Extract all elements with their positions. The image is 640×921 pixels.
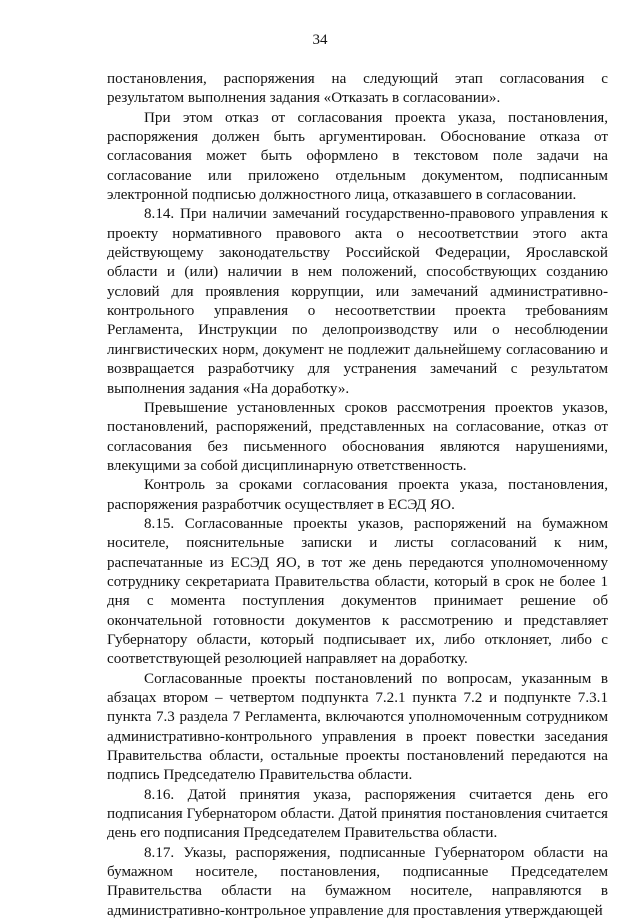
paragraph-8-14: 8.14. При наличии замечаний государственно-правового управления к проекту нормативного правового акта о несоответствии этого акта действующему законодательству Российской Федерации, Ярославской области и (или) наличии в нем положений, способствующих созданию условий для проявления коррупции, или замечаний административно-контрольного управления о несоответствии проекта требованиям Регламента, Инструкции по делопроизводству или о несоблюдении лингвистических норм, документ не подлежит дальнейшему согласованию и возвращается разработчику для устранения замечаний с результатом выполнения задания «На доработку». (107, 206, 608, 397)
paragraph-continuation: постановления, распоряжения на следующий этап согласования с результатом выполнения задания «Отказать в согласовании». (107, 71, 608, 107)
paragraph-deadline-control: Контроль за сроками согласования проекта указа, постановления, распоряжения разработчик осуществляет в ЕСЭД ЯО. (107, 477, 608, 513)
paragraph-refusal-justification: При этом отказ от согласования проекта указа, постановления, распоряжения должен быть аргументирован. Обоснование отказа от согласования может быть оформлено в текстовом поле задачи на согласование или приложено отдельным документом, подписанным электронной подписью должностного лица, отказавшего в согласовании. (107, 109, 608, 204)
document-body (107, 70, 608, 921)
paragraph-8-15: 8.15. Согласованные проекты указов, распоряжений на бумажном носителе, пояснительные записки и листы согласований к ним, распечатанные из ЕСЭД ЯО, в тот же день передаются уполномоченному сотруднику секретариата Правительства области, который в срок не более 1 дня с момента поступления документов принимает решение об окончательной готовности документов к рассмотрению и представляет Губернатору области, который подписывает их, либо отклоняет, либо с соответствующей резолюцией направляет на доработку. (107, 515, 608, 668)
paragraph-agreed-resolutions: Согласованные проекты постановлений по вопросам, указанным в абзацах втором – четвертом подпункта 7.2.1 пункта 7.2 и подпункте 7.3.1 пункта 7.3 раздела 7 Регламента, включаются уполномоченным сотрудником административно-контрольного управления в проект повестки заседания Правительства области, остальные проекты постановлений передаются на подпись Председателю Правительства области. (107, 670, 608, 784)
paragraph-8-16: 8.16. Датой принятия указа, распоряжения считается день его подписания Губернатором области. Датой принятия постановления считается день его подписания Председателем Правительства области. (107, 786, 608, 842)
paragraph-8-17: 8.17. Указы, распоряжения, подписанные Губернатором области на бумажном носителе, постановления, подписанные Председателем Правительства области на бумажном носителе, направляются в административно-контрольное управление для проставления утверждающей (107, 844, 608, 919)
page-number: 34 (312, 32, 328, 48)
paragraph-deadline-violation: Превышение установленных сроков рассмотрения проектов указов, постановлений, распоряжений, представленных на согласование, отказ от согласования без письменного обоснования являются нарушениями, влекущими за собой дисциплинарную ответственность. (107, 399, 608, 474)
